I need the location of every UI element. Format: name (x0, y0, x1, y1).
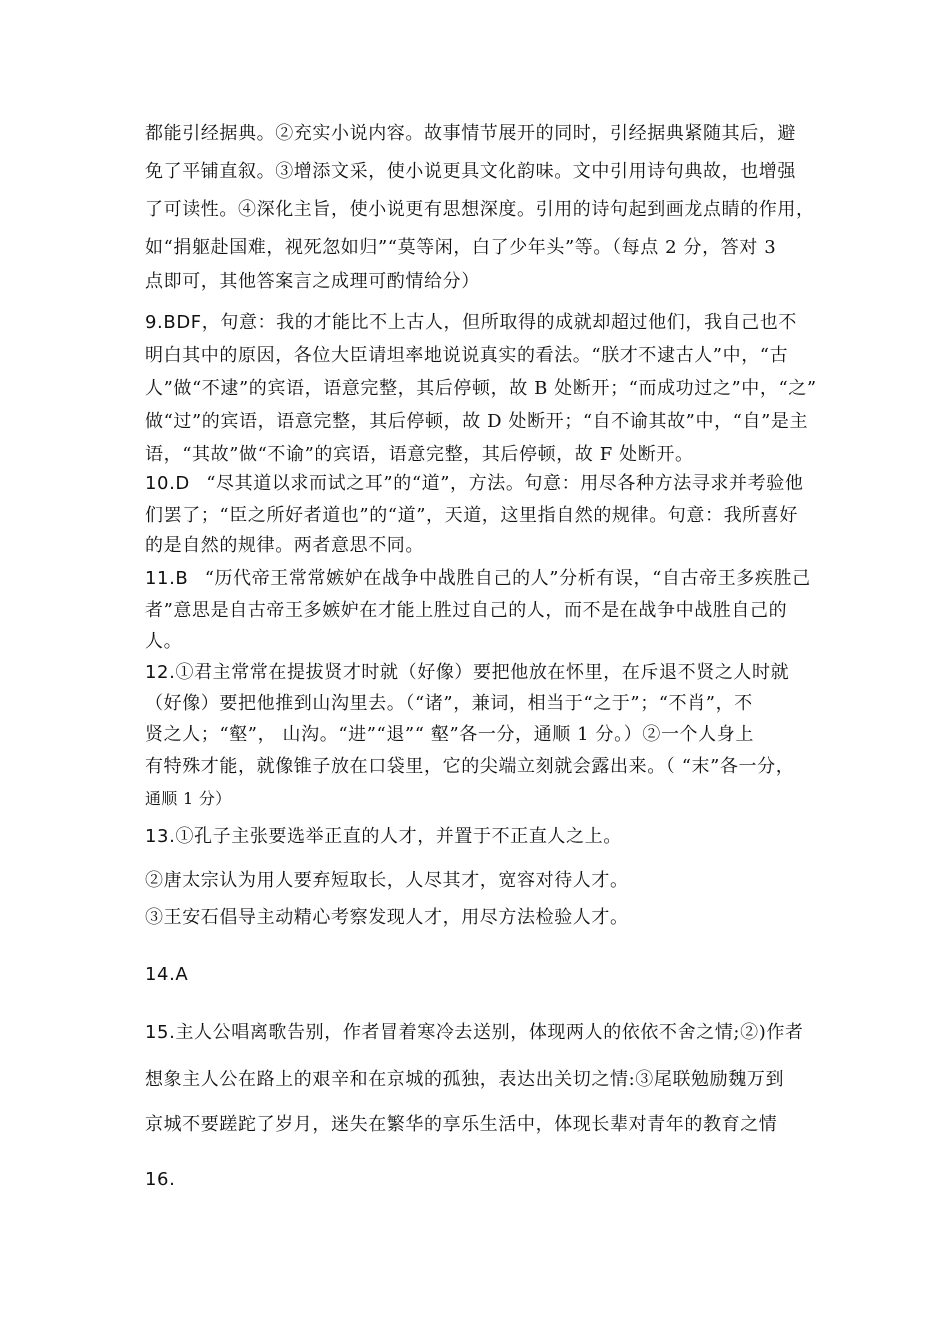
answer-line: 语，“其故”做“不谕”的宾语，语意完整，其后停顿，故 F 处断开。 (145, 444, 694, 465)
answer-line: 了可读性。④深化主旨，使小说更有思想深度。引用的诗句起到画龙点睛的作用， (145, 199, 815, 220)
question-number: 10.D (145, 473, 190, 494)
answer-line: 点即可，其他答案言之成理可酌情给分） (145, 271, 480, 292)
question-number: 13. (145, 826, 176, 847)
answer-line: ③王安石倡导主动精心考察发现人才，用尽方法检验人才。 (145, 907, 629, 928)
answer-line: ，句意：我的才能比不上古人，但所取得的成就却超过他们，我自己也不 (201, 312, 797, 333)
question-number: 11.B (145, 568, 189, 589)
question-number: 12. (145, 662, 176, 683)
answer-line: 免了平铺直叙。③增添文采，使小说更具文化韵味。文中引用诗句典故，也增强 (145, 161, 796, 182)
answer-line: （好像）要把他推到山沟里去。（“诸”，兼词，相当于“之于”；“不肖”，不 (145, 693, 753, 714)
answer-line: “历代帝王常常嫉妒在战争中战胜自己的人”分析有误，“自古帝王多疾胜己 (204, 568, 811, 589)
answer-line: 想象主人公在路上的艰辛和在京城的孤独，表达出关切之情:③尾联勉励魏万到 (145, 1069, 785, 1090)
answer-line: 通顺 1 分） (145, 789, 232, 808)
question-number: 9.BDF (145, 312, 202, 333)
answer-14: 14.A (145, 964, 189, 985)
answer-line: 京城不要蹉跎了岁月，迷失在繁华的享乐生活中，体现长辈对青年的教育之情 (145, 1114, 778, 1135)
answer-line: 人”做“不逮”的宾语，语意完整，其后停顿，故 B 处断开；“而成功过之”中，“之” (145, 378, 817, 399)
answer-line: ①孔子主张要选举正直的人才，并置于不正直人之上。 (175, 826, 622, 847)
answer-line: 们罢了；“臣之所好者道也”的“道”，天道，这里指自然的规律。句意：我所喜好 (145, 505, 799, 526)
answer-line: 贤之人；“壑”， 山沟。“进”“退”“ 壑”各一分，通顺 1 分。）②一个人身上 (145, 724, 754, 745)
answer-line: 主人公唱离歌告别，作者冒着寒冷去送别，体现两人的依依不舍之情;②)作者 (175, 1022, 804, 1043)
answer-line: 有特殊才能，就像锥子放在口袋里，它的尖端立刻就会露出来。（ “末”各一分， (145, 756, 795, 777)
question-number: 15. (145, 1022, 176, 1043)
answer-line: ②唐太宗认为用人要弃短取长，人尽其才，宽容对待人才。 (145, 870, 629, 891)
answer-line: ①君主常常在提拔贤才时就（好像）要把他放在怀里，在斥退不贤之人时就 (175, 662, 790, 683)
answer-line: “尽其道以求而试之耳”的“道”，方法。句意：用尽各种方法寻求并考验他 (206, 473, 804, 494)
answer-line: 的是自然的规律。两者意思不同。 (145, 535, 424, 556)
answer-line: 如“捐躯赴国难，视死忽如归”“莫等闲，白了少年头”等。（每点 2 分，答对 3 (145, 237, 777, 258)
answer-line: 人。 (145, 631, 183, 652)
answer-line: 都能引经据典。②充实小说内容。故事情节展开的同时，引经据典紧随其后，避 (145, 123, 796, 144)
answer-line: 明白其中的原因，各位大臣请坦率地说说真实的看法。“朕才不逮古人”中，“古 (145, 345, 789, 366)
answer-line: 者”意思是自古帝王多嫉妒在才能上胜过自己的人，而不是在战争中战胜自己的 (145, 600, 788, 621)
answer-16: 16. (145, 1169, 176, 1190)
answer-line: 做“过”的宾语，语意完整，其后停顿，故 D 处断开；“自不谕其故”中，“自”是主 (145, 411, 809, 432)
